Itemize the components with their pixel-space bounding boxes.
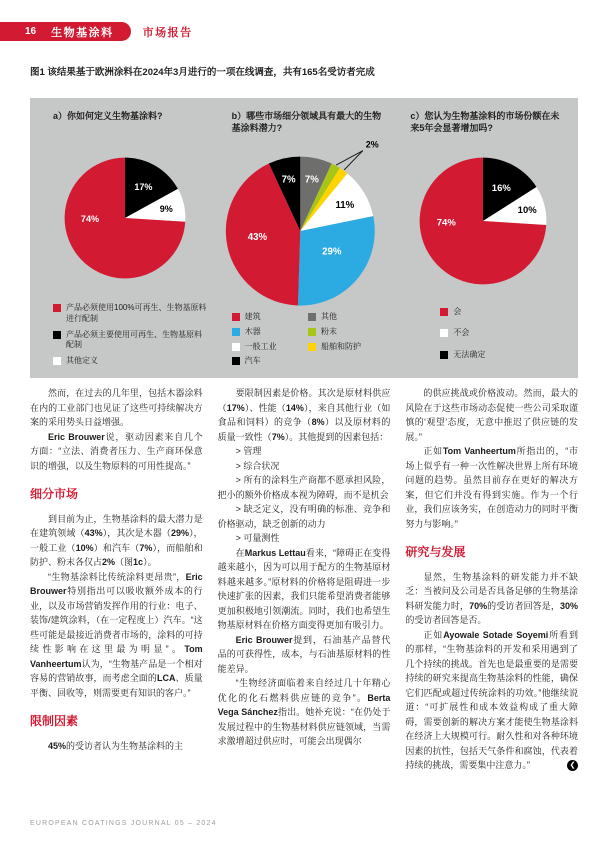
legend-item: [308, 327, 388, 338]
legend-swatch: [53, 357, 61, 365]
paragraph: “生物基涂料比传统涂料更昂贵”，Eric Brouwer特别指出可以吸收额外成本的行业，以及市场营销发挥作用的行业：电子、装饰/建筑涂料，（在一定程度上）汽车。“这些可能是最接近消费者市场的，涂料的可持续性影响在这里最为明显”。Tom Vanheertum认为，“生物基产品是一个相对容易的营销故事，而考虑全面的LCA、质量平衡、回收等，则需要更有知识的客户。”: [30, 571, 203, 698]
bullet-item: > 所有的涂料生产商都不愿承担风险，把小的额外价格成本视为障碍，而不是机会: [217, 475, 391, 500]
legend-swatch: [308, 328, 316, 336]
callout-line: [344, 150, 363, 169]
paragraph: 的供应挑战或价格波动。然而，最大的风险在于这些市场动态促使一些公司采取谨慎的‘观望’态度，无意中推迟了供应链的发展。”: [405, 388, 579, 442]
paragraph: “生物经济面临着来自经过几十年精心优化的化石燃料供应链的竞争”。Berta Vega Sánchez指出。她补充说：“在仍处于发展过程中的生物基材料供应链领域，当需求激增超过供应时，可能会出现偶尔: [217, 678, 391, 746]
pie-label-a-0: 74%: [81, 213, 100, 224]
legend-item: [232, 312, 304, 323]
legend-swatch: [53, 304, 61, 312]
legend-label: 产品必须使用100%可再生、生物基原料进行配制: [66, 303, 207, 323]
legend-item: [440, 350, 567, 361]
section-label: 市场报告: [142, 26, 193, 39]
figure-caption: 图1 该结果基于欧洲涂料在2024年3月进行的一项在线调查，共有165名受访者完成: [30, 67, 375, 78]
legend-label: 不会: [453, 328, 470, 338]
legend-label: 建筑: [244, 312, 261, 321]
paragraph: Eric Brouwer说，驱动因素来自几个方面：“立法、消费者压力、生产商环保意识的增强，以及生物原料的可用性提高。”: [30, 431, 203, 471]
legend-swatch: [308, 313, 316, 321]
paragraph: 在Markus Lettau看来，“障碍正在变得越来越小，因为可以用于配方的生物基原材料越来越多。”原材料的价格将是阻碍进一步快速扩张的因素，我们只能希望消费者能够更加积极地引领潮流。同时，我们也希望生物基原材料在价格方面变得更加有吸引力。: [217, 547, 391, 630]
legend-item: [232, 327, 304, 338]
legend-swatch: [440, 351, 448, 359]
section-badge: [0, 22, 131, 41]
pie-b-container: [220, 138, 389, 306]
end-of-article-icon: ❮: [567, 760, 578, 771]
pie-chart-b: [215, 110, 394, 372]
legend-swatch: [440, 308, 448, 316]
pie-label-c-1: 10%: [517, 205, 537, 217]
legend-label: 木器: [244, 326, 261, 336]
pie-label-b-1: 29%: [322, 246, 342, 258]
article-column-2: [218, 386, 391, 773]
article-column-1: [30, 386, 203, 773]
pie-label-a-1: 17%: [134, 181, 153, 192]
chart-a-title: a）你如何定义生物基涂料?: [53, 111, 163, 121]
bullet-item: > 可量测性: [235, 533, 280, 543]
section-badge-label: 生物基涂料: [51, 26, 114, 39]
pie-label-b-3: 7%: [281, 173, 296, 185]
section-heading: 限制因素: [30, 714, 79, 728]
legend-label: 无法确定: [453, 350, 486, 360]
legend-label: 船舶和防护: [321, 341, 361, 351]
pie-slice-b-1: [298, 216, 375, 305]
legend-item: [440, 307, 567, 318]
legend-label: 粉末: [321, 326, 337, 336]
pie-label-c-2: 16%: [491, 183, 511, 195]
page-number: 16: [25, 26, 37, 37]
paragraph: 正如Tom Vanheertum所指出的，“市场上似乎有一种一次性解决世界上所有环境问题的趋势。虽然目前存在更好的解决方案，但它们并没有得到实施。作为一个行业，我们应该务实，在创造动力的同时平衡努力与影响。”: [405, 446, 579, 529]
callout-label: 2%: [365, 139, 379, 150]
legend-swatch: [308, 343, 316, 351]
legend-label: 汽车: [244, 356, 261, 366]
bullet-item: > 缺乏定义，没有明确的标准、竞争和价格驱动，缺乏创新的动力: [217, 504, 391, 529]
pie-chart-a: [36, 110, 215, 372]
article-body: [30, 386, 578, 773]
paragraph: Eric Brouwer提到，石油基产品替代品的可获得性，成本，与石油基原材料的性能差异。: [217, 634, 391, 674]
pie-label-b-4: 7%: [304, 173, 319, 185]
chart-b-title: b）哪些市场细分领域具有最大的生物基涂料潜力?: [231, 111, 382, 134]
legend-swatch: [232, 357, 240, 365]
paragraph: 正如Ayowale Sotade Soyemi所看到的那样，“生物基涂料的开发和采用遇到了几个持续的挑战。首先也是最重要的是需要持续的研究来提高生物基涂料的性能，确保它们匹配或超过传统涂料的功效。”他继续说道：“可扩展性和成本效益构成了重大障碍，需要创新的解决方案才能使生物基涂料在经济上大规模可行。耐久性和对各种环境因素的抗性，包括天气条件和腐蚀，代表着持续的挑战，需要集中注意力。” ❮: [405, 629, 579, 770]
chart-b-legend: [220, 312, 389, 369]
legend-swatch: [232, 328, 240, 336]
pie-label-b-2: 11%: [335, 199, 355, 211]
chart-c-legend: [398, 307, 567, 372]
callout-line: [336, 150, 363, 164]
paragraph: 要限制因素是价格。其次是原材料供应（17%）、性能（14%），来自其他行业（如食品和饲料）的竞争（8%）以及原材料的质量一致性（7%）。其他提到的因素包括：: [217, 388, 391, 442]
pie-c-container: [398, 138, 567, 305]
pie-label-b-0: 43%: [247, 231, 268, 243]
legend-label: 其他定义: [66, 356, 98, 366]
legend-swatch: [440, 329, 448, 337]
pie-chart-c: [393, 110, 572, 372]
section-heading: 研究与发展: [405, 545, 466, 559]
paragraph: 然而，在过去的几年里，包括木器涂料在内的工业部门也见证了这些可持续解决方案的采用势头日益增强。: [30, 388, 203, 427]
section-heading: 细分市场: [30, 487, 79, 501]
page-header: [0, 22, 193, 41]
bullet-item: > 综合状况: [235, 460, 280, 471]
legend-item: [308, 342, 388, 353]
chart-a-legend: [41, 303, 210, 372]
legend-item: [308, 312, 388, 323]
paragraph: 45%的受访者认为生物基涂料的主: [48, 740, 184, 751]
pie-label-c-0: 74%: [436, 217, 456, 229]
article-column-3: [405, 386, 578, 773]
legend-label: 其他: [321, 312, 337, 321]
paragraph: 显然，生物基涂料的研发能力并不缺乏：当被问及公司是否具备足够的生物基涂料研发能力时，70%的受访者回答是，30%的受访者回答是否。: [405, 571, 579, 625]
legend-item: [440, 328, 567, 339]
journal-footer: EUROPEAN COATINGS JOURNAL 05 – 2024: [30, 820, 217, 827]
legend-label: 会: [453, 306, 462, 316]
legend-label: 产品必须主要使用可再生、生物基原料配制: [66, 329, 202, 350]
pie-c-svg: [419, 157, 547, 285]
pie-a-svg: [64, 157, 186, 279]
legend-item: [232, 342, 304, 353]
pie-label-a-2: 9%: [160, 203, 174, 214]
legend-swatch: [232, 343, 240, 351]
legend-item: [53, 330, 210, 352]
figure-panel: [30, 98, 578, 378]
legend-swatch: [53, 331, 61, 339]
bullet-item: > 管理: [235, 446, 262, 456]
legend-swatch: [232, 313, 240, 321]
pie-a-container: [41, 138, 210, 297]
legend-item: [53, 356, 210, 367]
legend-item: [232, 356, 304, 367]
pie-b-svg: [225, 138, 383, 307]
legend-item: [53, 303, 210, 325]
chart-c-title: c）您认为生物基涂料的市场份额在未来5年会显著增加吗?: [410, 111, 560, 134]
paragraph: 到目前为止，生物基涂料的最大潜力是在建筑领域（43%），其次是木器（29%），一般工业（10%）和汽车（7%），而船舶和防护、粉末各仅占2%（图1c）。: [30, 513, 203, 567]
legend-label: 一般工业: [244, 341, 277, 351]
